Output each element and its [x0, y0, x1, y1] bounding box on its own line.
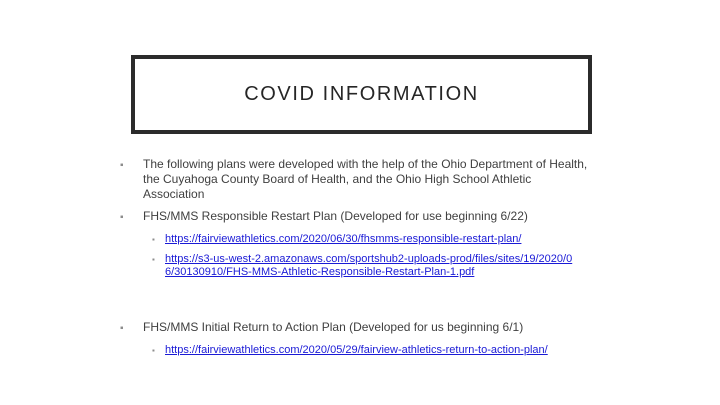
sub-bullet-item: [120, 253, 580, 279]
bullet-item-1: [120, 157, 613, 202]
bullet-icon: ▪: [120, 323, 124, 334]
bullet-text: FHS/MMS Initial Return to Action Plan (Developed for us beginning 6/1): [143, 320, 524, 334]
bullet-icon: ▪: [120, 212, 124, 223]
sub-bullet-item: [120, 344, 605, 357]
bullet-icon: ▪: [152, 255, 155, 264]
title-box: [131, 55, 592, 134]
slide-title: COVID INFORMATION: [244, 83, 479, 105]
bullet-text: FHS/MMS Responsible Restart Plan (Developed for use beginning 6/22): [143, 209, 528, 223]
bullet-icon: ▪: [152, 346, 155, 355]
bullet-text: The following plans were developed with the help of the Ohio Department of Health, the Cuyahoga County Board of Health, and the Ohio High School Athletic Association: [143, 157, 588, 201]
bullet-item-3: [120, 320, 613, 335]
link-restart-plan-pdf[interactable]: https://s3-us-west-2.amazonaws.com/sportshub2-uploads-prod/files/sites/19/2020/06/30130910/FHS-MMS-Athletic-Responsible-Restart-Plan-1.pdf: [165, 253, 573, 278]
bullet-icon: ▪: [120, 160, 124, 171]
bullet-icon: ▪: [152, 235, 155, 244]
link-return-to-action-plan[interactable]: https://fairviewathletics.com/2020/05/29/fairview-athletics-return-to-action-plan/: [165, 344, 548, 356]
link-restart-plan[interactable]: https://fairviewathletics.com/2020/06/30/fhsmms-responsible-restart-plan/: [165, 233, 522, 245]
bullet-item-2: [120, 209, 613, 224]
sub-bullet-item: [120, 233, 580, 246]
